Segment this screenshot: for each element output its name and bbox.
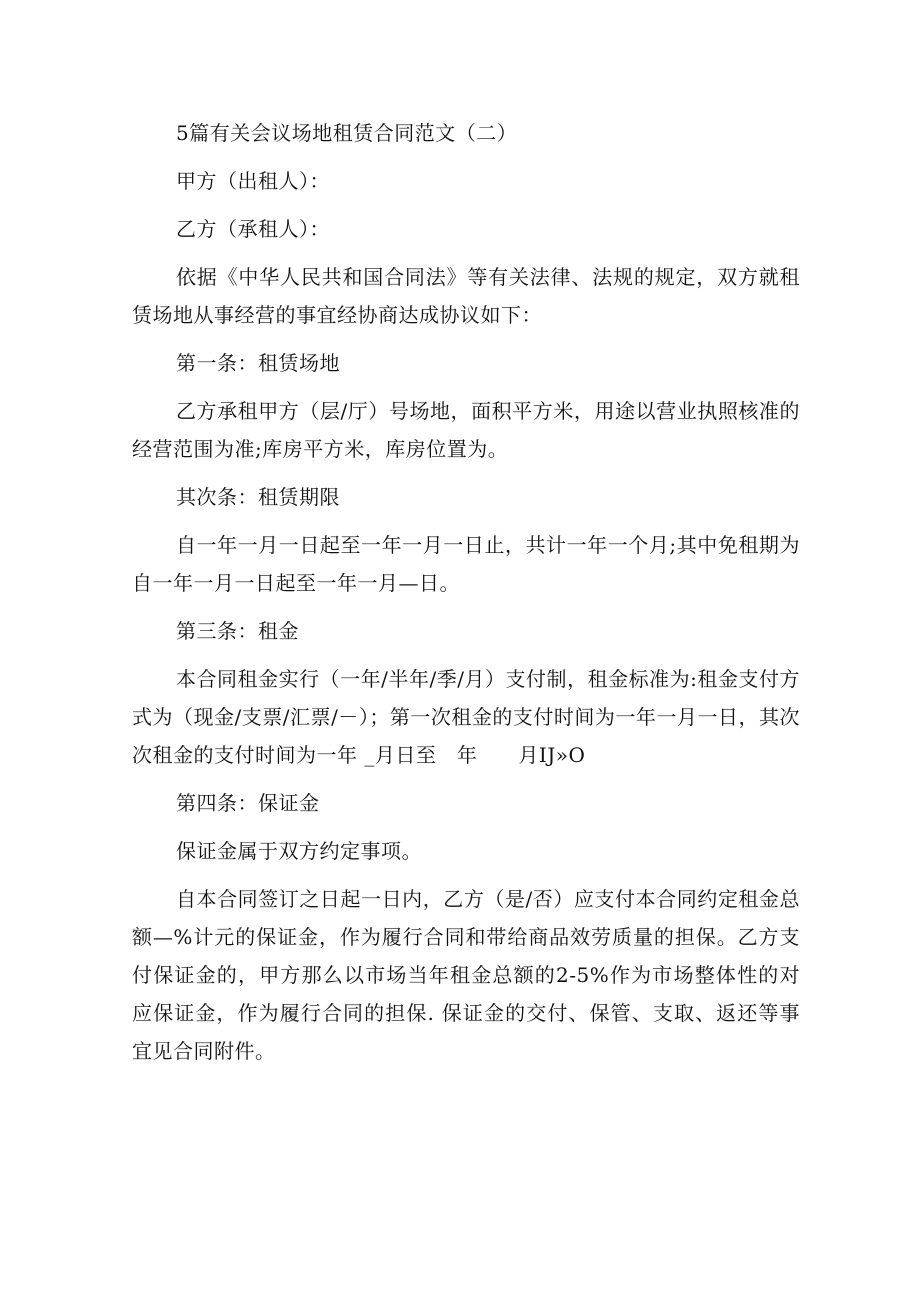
- article-3-body: 本合同租金实行（一年/半年/季/月）支付制，租金标准为:租金支付方式为（现金/支票/汇票/－）；第一次租金的支付时间为一年一月一日，其次次租金的支付时间为一年 _月日至 年 月IJ»O: [132, 667, 800, 767]
- deposit-terms-paragraph: 自本合同签订之日起一日内，乙方（是/否）应支付本合同约定租金总额—%计元的保证金，作为履行合同和带给商品效劳质量的担保。乙方支付保证金的，甲方那么以市场当年租金总额的2-5%作为市场整体性的对应保证金，作为履行合同的担保. 保证金的交付、保管、支取、返还等事宜见合同附件。: [132, 887, 800, 1063]
- article-2-body: 自一年一月一日起至一年一月一日止，共计一年一个月;其中免租期为自一年一月一日起至一年一月—日。: [132, 533, 800, 595]
- party-a-line: 甲方（出租人）：: [176, 169, 330, 193]
- deposit-note: 保证金属于双方约定事项。: [176, 839, 422, 863]
- preamble-paragraph: 依据《中华人民共和国合同法》等有关法律、法规的规定，双方就租赁场地从事经营的事宜经协商达成协议如下：: [132, 265, 800, 327]
- article-3-heading: 第三条：租金: [176, 619, 299, 643]
- article-1-heading: 第一条：租赁场地: [176, 351, 340, 375]
- document-title: 5篇有关会议场地租赁合同范文（二）: [176, 121, 518, 145]
- party-b-line: 乙方（承租人）：: [176, 217, 330, 241]
- article-4-heading: 第四条：保证金: [176, 791, 320, 815]
- document-body: [132, 114, 800, 1070]
- article-2-heading: 其次条：租赁期限: [176, 485, 340, 509]
- article-1-body: 乙方承租甲方（层/厅）号场地，面积平方米，用途以营业执照核准的经营范围为准;库房平方米，库房位置为。: [132, 399, 800, 461]
